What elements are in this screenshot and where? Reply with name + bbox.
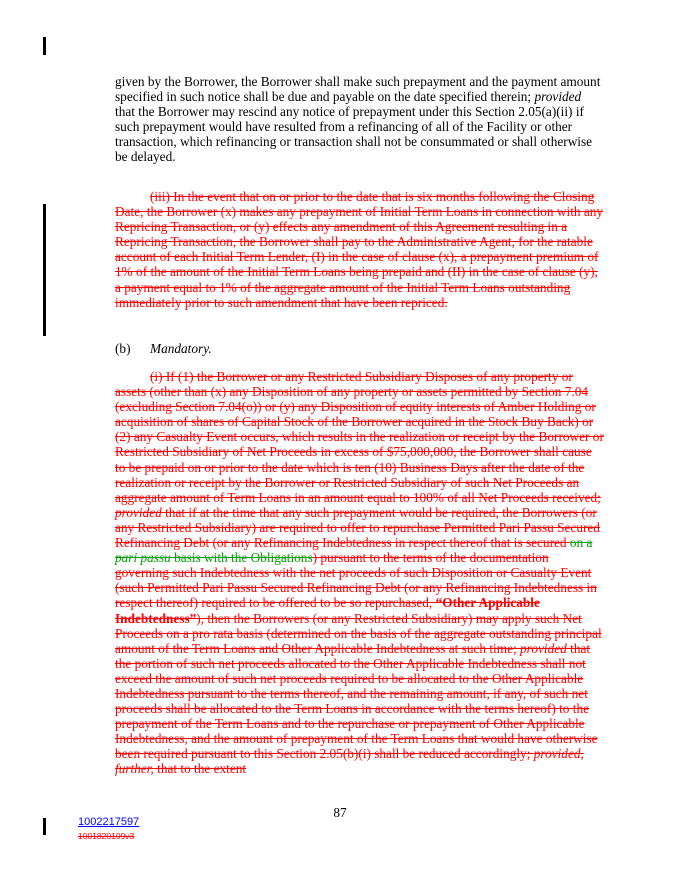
document-version-deleted: 1001820109v3 — [78, 831, 135, 841]
text-run: “Other Applicable Indebtedness” — [115, 595, 540, 626]
change-bar-top — [43, 37, 46, 55]
paragraph-prepayment-notice — [115, 74, 604, 165]
text-run: ) pursuant to the terms of the documentation governing such Indebtedness with the net proceeds of such Disposition or Casualty Event (such Permitted Pari Passu Secured Refinancing Debt (or any Refinancing Indebtedness in respect thereof) required to be offered to be so repurchased, — [115, 550, 597, 611]
text-run: given by the Borrower, the Borrower shall make such prepayment and the payment amount specified in such notice shall be due and payable on the date specified therein; — [115, 74, 601, 105]
text-run: provided, further, — [115, 746, 584, 777]
text-run: provided — [520, 640, 567, 656]
text-run: pari passu — [115, 550, 171, 566]
paragraph-i-deleted — [115, 369, 604, 777]
text-run: provided — [115, 504, 162, 520]
item-b-label: (b) — [115, 341, 131, 356]
item-b-title: Mandatory. — [150, 341, 212, 356]
text-run: on a — [569, 535, 593, 551]
text-run: basis with the Obligations — [170, 550, 313, 566]
page-number: 87 — [333, 805, 347, 820]
text-run: that to the extent — [153, 761, 247, 777]
text-run: provided — [534, 89, 582, 105]
text-run: that if at the time that any such prepayment would be required, the Borrowers (or any Restricted Subsidiary) are required to offer to repurchase Permitted Pari Passu Secured Refinancing Debt (or any Refinancing Indebtedness in respect thereof that is secured — [115, 504, 600, 551]
text-run: that the Borrower may rescind any notice of prepayment under this Section 2.05(a)(ii) if such prepayment would have resulted from a refinancing of all of the Facility or other transaction, which refinancing or transaction shall not be consummated or shall otherwise be delayed. — [115, 104, 593, 165]
text-run: (i) If (1) the Borrower or any Restricted Subsidiary Disposes of any property or assets (other than (x) any Disposition of any property or assets permitted by Section 7.04 (excluding Section 7.04(o)) or (y) any Disposition of equity interests of Amber Holding or acquisition of shares of Capital Stock of the Borrower acquired in the Stock Buy Back) or (2) any Casualty Event occurs, which results in the realization or receipt by the Borrower or Restricted Subsidiary of Net Proceeds in excess of $75,000,000, the Borrower shall cause to be prepaid on or prior to the date which is ten (10) Business Days after the date of the realization or receipt by the Borrower or Restricted Subsidiary of such Net Proceeds an aggregate amount of Term Loans in an amount equal to 100% of all Net Proceeds received; — [115, 369, 604, 505]
paragraph-iii-deleted — [115, 189, 604, 310]
text-run: (iii) In the event that on or prior to the date that is six months following the Closing Date, the Borrower (x) makes any prepayment of Initial Term Loans in connection with any Repricing Transaction, or (y) effects any amendment of this Agreement resulting in a Repricing Transaction, the Borrower shall pay to the Administrative Agent, for the ratable account of each Initial Term Lender, (I) in the case of clause (x), a prepayment premium of 1% of the amount of the Initial Term Loans being prepaid and (II) in the case of clause (y), a payment equal to 1% of the aggregate amount of the Initial Term Loans outstanding immediately prior to such amendment that have been repriced. — [115, 189, 604, 310]
text-run: ), then the Borrowers (or any Restricted Subsidiary) may apply such Net Proceeds on a pro rata basis (determined on the basis of the aggregate outstanding principal amount of the Term Loans and Other Applicable Indebtedness at such time; — [115, 610, 602, 656]
text-run: that the portion of such net proceeds allocated to the Other Applicable Indebtedness shall not exceed the amount of such net proceeds required to be allocated to the Other Applicable Indebtedness pursuant to the terms thereof, and the remaining amount, if any, of such net proceeds shall be allocated to the Term Loans in accordance with the terms hereof) to the prepayment of the Term Loans and to the repurchase or prepayment of Other Applicable Indebtedness, and the amount of prepayment of the Term Loans that would have otherwise been required pursuant to this Section 2.05(b)(i) shall be reduced accordingly; — [115, 640, 598, 762]
document-id-link[interactable]: 1002217597 — [78, 816, 140, 828]
item-b-heading — [115, 341, 604, 356]
change-bar-paragraph-iii — [43, 204, 46, 336]
